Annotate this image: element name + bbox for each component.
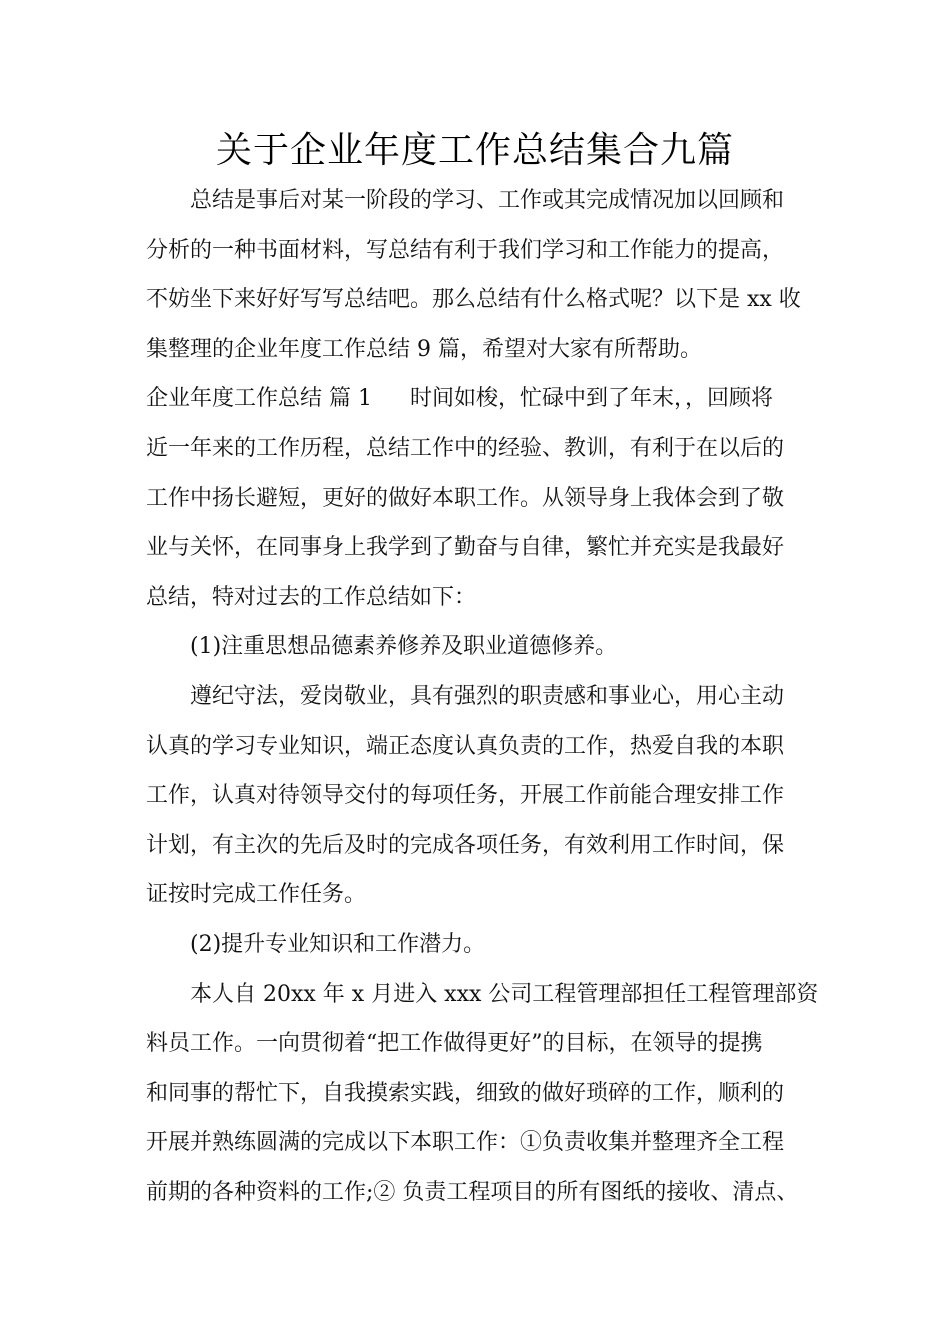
intro-line: 分析的一种书面材料，写总结有利于我们学习和工作能力的提高， <box>146 237 785 263</box>
point-1-line: 工作，认真对待领导交付的每项任务，开展工作前能合理安排工作 <box>146 783 785 809</box>
point-2-heading: (2)提升专业知识和工作潜力。 <box>190 931 486 957</box>
document-body <box>146 176 826 1217</box>
point-2-line: 前期的各种资料的工作;② 负责工程项目的所有图纸的接收、清点、 <box>146 1179 799 1205</box>
intro-line: 总结是事后对某一阶段的学习、工作或其完成情况加以回顾和 <box>190 188 785 213</box>
point-1-line: 计划，有主次的先后及时的完成各项任务，有效利用工作时间，保 <box>146 832 785 858</box>
intro-line: 不妨坐下来好好写写总结吧。那么总结有什么格式呢？以下是 xx 收 <box>146 287 801 313</box>
section-1-line: 工作中扬长避短，更好的做好本职工作。从领导身上我体会到了敬 <box>146 485 785 511</box>
point-1-line: 遵纪守法，爱岗敬业，具有强烈的职责感和事业心，用心主动 <box>190 683 785 709</box>
section-1-line: 总结，特对过去的工作总结如下： <box>146 584 477 610</box>
point-1-line: 证按时完成工作任务。 <box>146 882 367 908</box>
intro-line: 集整理的企业年度工作总结 9 篇，希望对大家有所帮助。 <box>146 336 702 362</box>
point-2-line: 本人自 20xx 年 x 月进入 xxx 公司工程管理部担任工程管理部资 <box>190 981 819 1007</box>
section-1-line: 近一年来的工作历程，总结工作中的经验、教训，有利于在以后的 <box>146 435 785 461</box>
section-1-heading: 企业年度工作总结 篇 1 <box>146 386 372 412</box>
point-1-line: 认真的学习专业知识，端正态度认真负责的工作，热爱自我的本职 <box>146 733 785 759</box>
point-2-line: 料员工作。一向贯彻着“把工作做得更好”的目标，在领导的提携 <box>146 1031 763 1057</box>
section-1-line: 业与关怀，在同事身上我学到了勤奋与自律，繁忙并充实是我最好 <box>146 535 785 561</box>
point-2-line: 和同事的帮忙下，自我摸索实践，细致的做好琐碎的工作，顺利的 <box>146 1080 785 1106</box>
point-1-heading: (1)注重思想品德素养修养及职业道德修养。 <box>190 634 618 660</box>
point-2-line: 开展并熟练圆满的完成以下本职工作：①负责收集并整理齐全工程 <box>146 1130 785 1156</box>
section-1-first-line <box>146 374 826 424</box>
section-1-text: 时间如梭，忙碌中到了年末，，回顾将 <box>409 386 773 412</box>
document-title: 关于企业年度工作总结集合九篇 <box>215 130 734 171</box>
